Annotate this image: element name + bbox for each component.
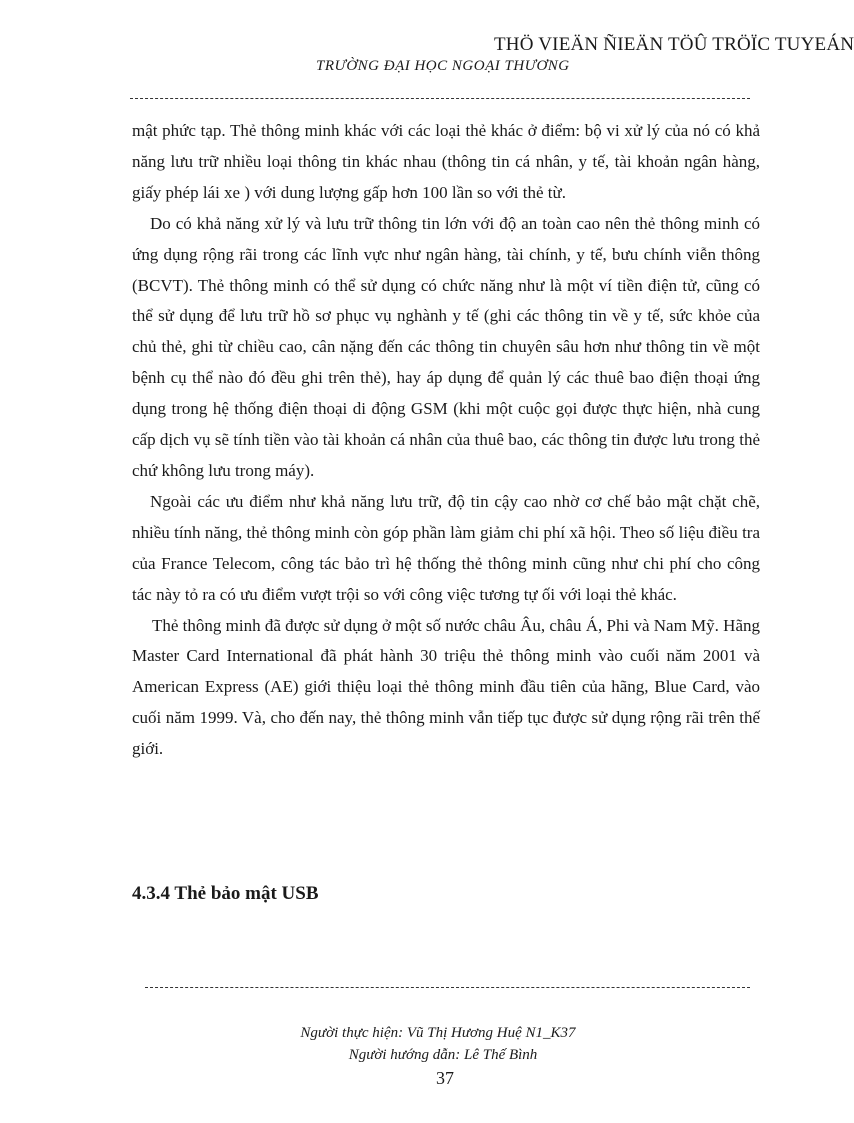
header-divider — [130, 98, 750, 99]
paragraph-3: Ngoài các ưu điểm như khả năng lưu trữ, độ tin cậy cao nhờ cơ chế bảo mật chặt chẽ, nhiều tính năng, thẻ thông minh còn góp phần làm giảm chi phí xã hội. Theo số liệu điều tra của France Telecom, công tác bảo trì hệ thống thẻ thông minh cũng như chi phí cho công tác này tỏ ra có ưu điểm vượt trội so với công việc tương tự ối với loại thẻ khác. — [132, 491, 760, 604]
footer-divider — [145, 987, 750, 988]
footer-author: Người thực hiện: Vũ Thị Hương Huệ N1_K37 — [300, 1025, 576, 1041]
paragraph-1: mật phức tạp. Thẻ thông minh khác với các loại thẻ khác ở điểm: bộ vi xử lý của nó có khả năng lưu trữ nhiều loại thông tin khác nhau (thông tin cá nhân, y tế, tài khoản ngân hàng, giấy phép lái xe ) với dung lượng gấp hơn 100 lần so với thẻ từ. — [132, 121, 760, 202]
paragraph-4: Thẻ thông minh đã được sử dụng ở một số nước châu Âu, châu Á, Phi và Nam Mỹ. Hãng Master Card International đã phát hành 30 triệu thẻ thông minh vào cuối năm 2001 và American Express (AE) giới thiệu loại thẻ thông minh đầu tiên của hãng, Blue Card, vào cuối năm 1999. Và, cho đến nay, thẻ thông minh vẫn tiếp tục được sử dụng rộng rãi trên thế giới. — [132, 615, 760, 759]
page-number: 37 — [436, 1068, 454, 1088]
document-body — [132, 116, 760, 765]
footer — [0, 1022, 816, 1066]
footer-advisor: Người hướng dẫn: Lê Thế Bình — [348, 1047, 538, 1063]
paragraph-2: Do có khả năng xử lý và lưu trữ thông tin lớn với độ an toàn cao nên thẻ thông minh có ứng dụng rộng rãi trong các lĩnh vực như ngân hàng, tài chính, y tế, bưu chính viễn thông (BCVT). Thẻ thông minh có thể sử dụng có chức năng như là một ví tiền điện tử, cũng có thể sử dụng để lưu trữ hồ sơ phục vụ nghành y tế (ghi các thông tin về y tế, sức khỏe của chủ thẻ, ghi từ chiều cao, cân nặng đến các thông tin chuyên sâu hơn như thông tin về một bệnh cụ thể nào đó đều ghi trên thẻ), hay áp dụng để quản lý các thuê bao điện thoại ứng dụng trong hệ thống điện thoại di động GSM (khi một cuộc gọi được thực hiện, nhà cung cấp dịch vụ sẽ tính tiền vào tài khoản cá nhân của thuê bao, các thông tin được lưu trong thẻ chứ không lưu trong máy). — [132, 213, 760, 480]
header-subtitle: TRƯỜNG ĐẠI HỌC NGOẠI THƯƠNG — [316, 58, 570, 74]
section-heading: 4.3.4 Thẻ bảo mật USB — [132, 883, 319, 904]
header-title: THÖ VIEÄN ÑIEÄN TÖÛ TRÖÏC TUYEÁN — [494, 34, 854, 55]
